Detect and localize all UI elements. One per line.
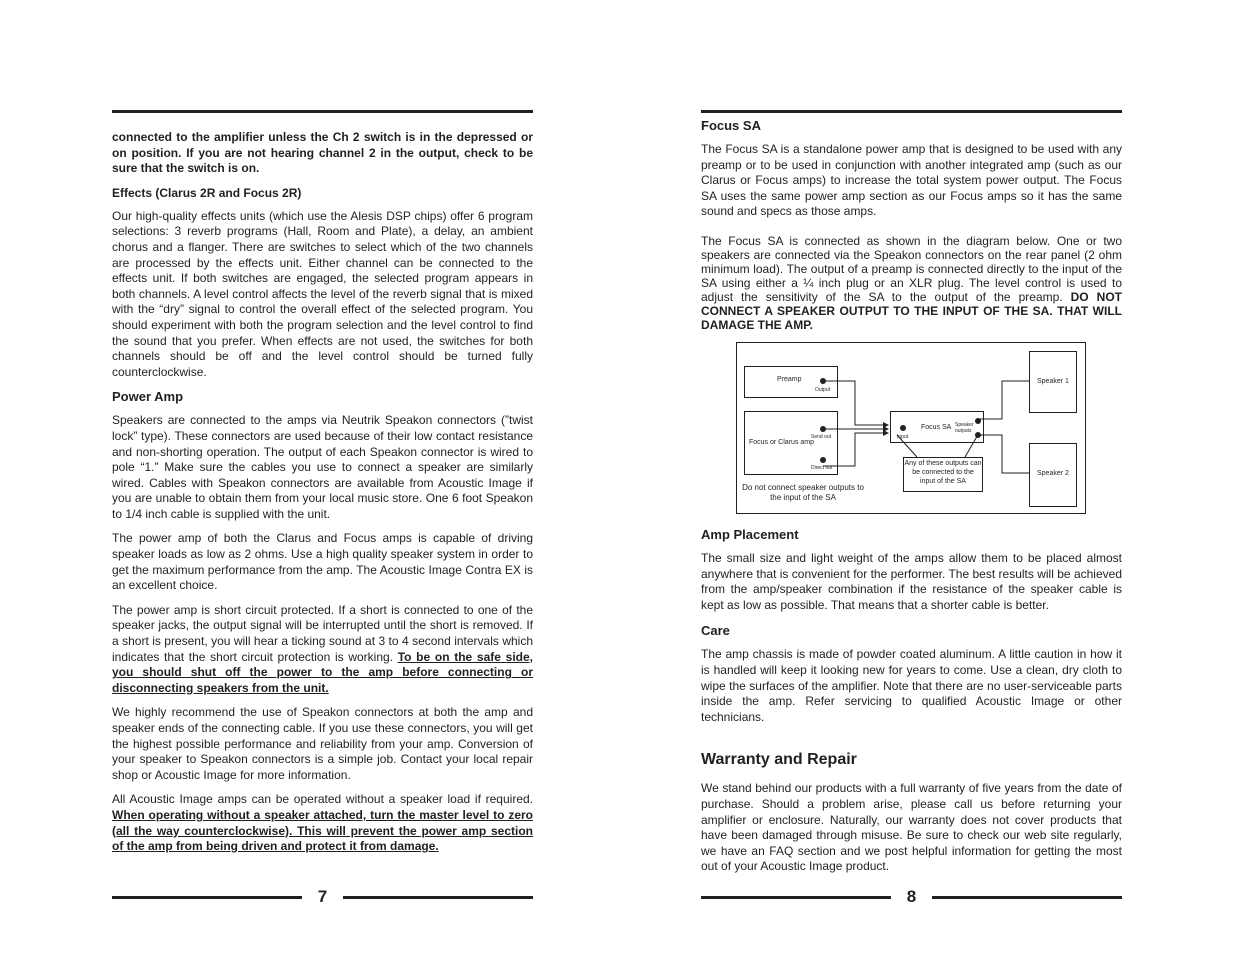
no-load-warning: When operating without a speaker attached, turn the master level to zero (all the way counterclockwise). This will prevent the power amp section of the amp from being driven and protect it from damage.	[112, 807, 533, 854]
speaker-2-box	[1029, 443, 1077, 507]
page-number: 7	[317, 887, 328, 906]
power-paragraph-2: The power amp of both the Clarus and Focus amps is capable of driving speaker loads as low as 2 ohms. Use a high quality speaker system in order to get the maximum performance from the amp. The Acoustic Image Contra EX is an excellent choice.	[112, 531, 533, 593]
care-heading: Care	[701, 623, 730, 639]
care-text: The amp chassis is made of powder coated aluminum. A little caution in how it is handled will keep it looking new for years to come. Use a clean, dry cloth to wipe the surfaces of the amplifier. Note that there are no user-serviceable parts inside the amp. Refer servicing to qualified Acoustic Image or other technicians.	[701, 647, 1122, 724]
direct-out-label: Direct out	[811, 464, 833, 471]
warranty-text: We stand behind our products with a full warranty of five years from the date of purchase. Should a problem arise, please call us before returning your amplifier or enclosure. Naturally, our warranty does not cover products that have been damaged through misuse. Be sure to check our web site regularly, we have an FAQ section and we post helpful information for getting the most out of your Acoustic Image product.	[701, 781, 1122, 874]
power-amp-heading: Power Amp	[112, 389, 184, 405]
focus-paragraph-1: The Focus SA is a standalone power amp that is designed to be used with any preamp or to be used in conjunction with another integrated amp (such as our Clarus or Focus amps) to increase the total system power output. The Focus SA uses the same power amp section as our Focus amps so it has the same sound and specs as those amps.	[701, 142, 1122, 219]
left-page	[112, 110, 533, 864]
effects-heading: Effects (Clarus 2R and Focus 2R)	[112, 185, 302, 200]
left-footer	[112, 887, 533, 909]
preamp-box	[744, 366, 838, 398]
no-load-text: All Acoustic Image amps can be operated without a speaker load if required.	[112, 792, 533, 807]
focus-sa-label: Focus SA	[921, 423, 952, 431]
power-paragraph-5	[112, 792, 533, 854]
effects-text: Our high-quality effects units (which use the Alesis DSP chips) offer 6 program selections: 3 reverb programs (Hall, Room and Plate), a delay, an ambient chorus and a flanger. There are switches to select which of the two channels are processed by the effects unit. Either channel can be connected to the effects unit. If both switches are engaged, the selected program appears in both channels. A level control affects the level of the reverb signal that is mixed with the “dry” signal to control the overall effect of the selected program. You should experiment with both the program selection and the level control to find the sound that you prefer. When effects are not used, the switches for both channels should be off and the level control should be turned fully counterclockwise.	[112, 208, 533, 379]
page-number: 8	[906, 887, 917, 906]
continuation-text: connected to the amplifier unless the Ch 2 switch is in the depressed or on position. If you are not hearing channel 2 in the output, check to be sure that the switch is on.	[112, 130, 533, 176]
speaker-1-box	[1029, 351, 1077, 413]
connection-warning: DO NOT CONNECT A SPEAKER OUTPUT TO THE INPUT OF THE SA. THAT WILL DAMAGE THE AMP.	[701, 289, 1122, 332]
connection-diagram	[736, 342, 1086, 514]
focus-clarus-label: Focus or Clarus amp	[749, 438, 814, 446]
speaker-output-jack-1	[975, 418, 981, 424]
power-paragraph-3	[112, 603, 533, 697]
send-out-jack	[820, 426, 826, 432]
amp-placement-heading: Amp Placement	[701, 526, 799, 542]
safety-warning: To be on the safe side, you should shut off the power to the amp before connecting or disconnecting speakers from the unit.	[112, 649, 533, 695]
connection-text: The Focus SA is connected as shown in the diagram below. One or two speakers are connected via the Speakon connectors on the rear panel (2 ohm minimum load). The output of a preamp is connected directly to the input of the SA using either a ¼ inch plug or an XLR plug. The level control is used to adjust the sensitivity of the SA to the output of the preamp.	[701, 233, 1122, 304]
output-jack	[820, 378, 826, 384]
warning-note: Do not connect speaker outputs to the input of the SA	[742, 482, 864, 502]
short-circuit-text: The power amp is short circuit protected. If a short is connected to one of the speaker jacks, the output signal will be interrupted until the short is removed. If a short is present, you will hear a ticking sound at 3 to 4 second intervals which indicates that the short circuit protection is working.	[112, 602, 533, 664]
warranty-heading: Warranty and Repair	[701, 751, 857, 769]
top-rule	[701, 110, 1122, 113]
speaker-2-label: Speaker 2	[1037, 469, 1069, 477]
speaker-output-jack-2	[975, 432, 981, 438]
output-label: Output	[815, 386, 831, 393]
input-label: Input	[897, 433, 909, 440]
footer-rule-right	[932, 896, 1122, 899]
footer-rule-right	[343, 896, 533, 899]
focus-clarus-box	[744, 411, 838, 475]
focus-sa-box	[890, 411, 984, 443]
speaker-outputs-label: Speaker outputs	[955, 421, 974, 434]
right-footer	[701, 887, 1122, 909]
speaker-1-label: Speaker 1	[1037, 377, 1069, 385]
power-paragraph-4: We highly recommend the use of Speakon connectors at both the amp and speaker ends of the connecting cable. If you use these connectors, you will get the highest possible performance and reliability from your amp. Conversion of your speaker to Speakon connectors is a simple job. Contact your local repair shop or Acoustic Image for more information.	[112, 705, 533, 782]
placement-text: The small size and light weight of the amps allow them to be placed almost anywhere that is convenient for the performer. The best results will be achieved from the amp/speaker combination if the resistance of the speaker cable is kept as low as possible. That means that a shorter cable is better.	[701, 550, 1122, 612]
any-outputs-note: Any of these outputs can be connected to the input of the SA	[903, 457, 983, 492]
input-jack	[900, 425, 906, 431]
send-out-label: Send out	[811, 433, 832, 440]
focus-sa-heading: Focus SA	[701, 118, 761, 133]
focus-paragraph-2	[701, 234, 1122, 332]
direct-out-jack	[820, 457, 826, 463]
right-page	[701, 110, 1122, 885]
preamp-label: Preamp	[777, 375, 802, 383]
top-rule	[112, 110, 533, 113]
power-paragraph-1: Speakers are connected to the amps via Neutrik Speakon connectors (”twist lock” type). These connectors are used because of their low contact resistance and non-shorting operation. The output of each Speakon connector is wired to pole “1.” Make sure the cables you use to connect a speaker are similarly wired. Cables with Speakon connectors are available from Acoustic Image if you are unable to obtain them from your local music store. One 6 foot Speakon to 1/4 inch cable is supplied with the unit.	[112, 413, 533, 521]
